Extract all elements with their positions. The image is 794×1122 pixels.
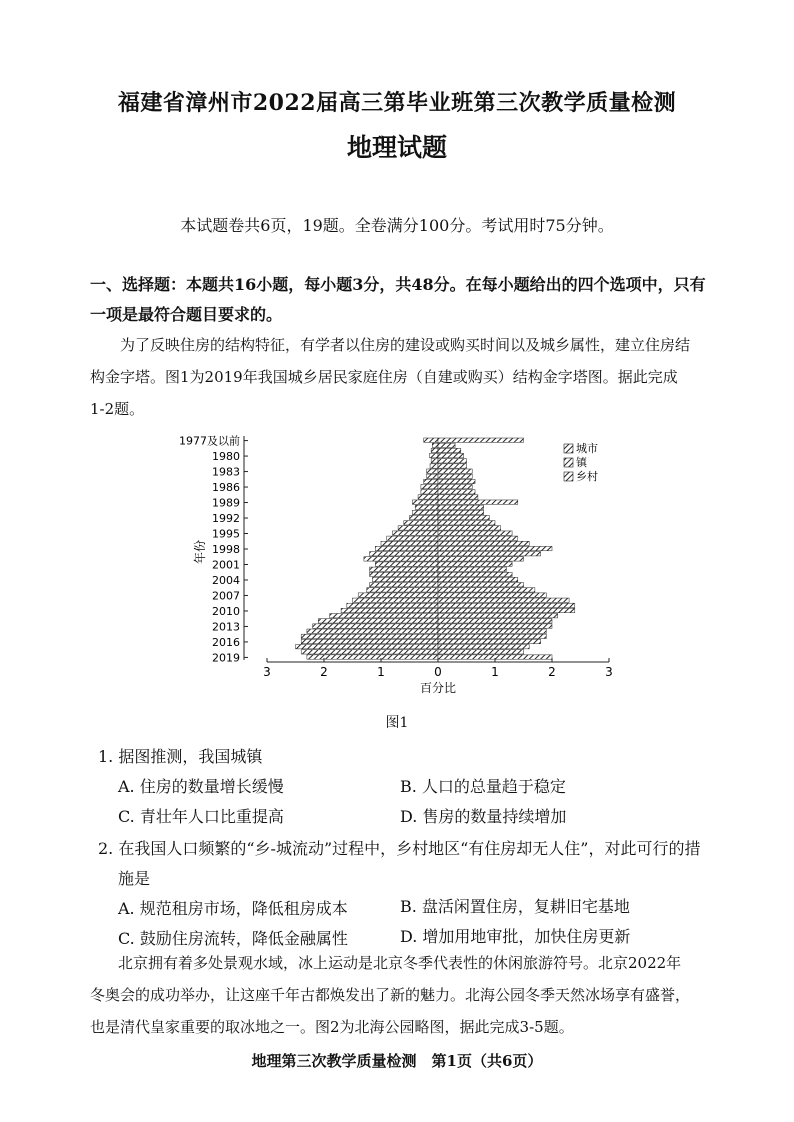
x-tick-label: 3 — [605, 665, 613, 679]
subject-title: 地理试题 — [346, 133, 447, 162]
bar-right-1985 — [438, 479, 475, 483]
bar-left-2010 — [341, 608, 438, 612]
bar-right-2013 — [438, 624, 552, 628]
x-tick-label: 3 — [263, 665, 271, 679]
bar-left-2019 — [307, 655, 438, 659]
bar-left-1997 — [381, 541, 438, 545]
housing-pyramid-chart — [179, 432, 630, 700]
bar-left-1993 — [404, 521, 438, 525]
bar-right-1999 — [438, 552, 541, 556]
bar-left-2000 — [364, 557, 438, 561]
x-tick-label: 2 — [548, 665, 556, 679]
bar-left-2011 — [330, 614, 438, 618]
bar-right-1984 — [438, 474, 472, 478]
bar-left-1994 — [398, 526, 438, 530]
y-tick-label: 2010 — [212, 604, 240, 618]
x-axis-label: 百分比 — [419, 681, 457, 695]
q2-option-b[interactable]: B. 盘活闲置住房，复耕旧宅基地 — [400, 897, 630, 916]
bar-right-1998 — [438, 546, 552, 550]
bar-left-2005 — [370, 583, 438, 587]
figure1-caption: 图1 — [385, 715, 409, 731]
bar-right-2017 — [438, 645, 529, 649]
section-heading: 一、选择题：本题共16小题，每小题3分，共48分。在每小题给出的四个选项中，只有一项是最符合题目要求的。 — [90, 275, 706, 324]
exam-title: 福建省漳州市2022届高三第毕业班第三次教学质量检测 — [117, 90, 677, 116]
q2-option-c[interactable]: C. 鼓励住房流转，降低金融属性 — [118, 929, 348, 948]
page-footer: 地理第三次教学质量检测 第1页（共6页） — [251, 1052, 543, 1070]
y-tick-label: 1989 — [212, 496, 240, 510]
bar-left-1999 — [370, 552, 438, 556]
bar-right-2003 — [438, 572, 512, 576]
y-tick-label: 2016 — [212, 635, 240, 649]
bar-left-1983 — [427, 469, 438, 473]
y-tick-label: 1977及以前 — [179, 434, 240, 448]
bar-right-2012 — [438, 619, 552, 623]
bar-left-1989 — [412, 500, 438, 504]
bar-right-1983 — [438, 469, 472, 473]
bar-right-1986 — [438, 484, 472, 488]
bar-left-1982 — [430, 464, 438, 468]
x-tick-label: 0 — [434, 665, 442, 679]
intro1-line2: 构金字塔。图1为2019年我国城乡居民家庭住房（自建或购买）结构金字塔图。据此完成 — [90, 368, 678, 386]
bar-left-1980 — [429, 453, 438, 457]
bar-left-1981 — [431, 459, 438, 463]
bar-left-2009 — [347, 603, 438, 607]
y-tick-label: 1995 — [212, 527, 240, 541]
q1-option-d[interactable]: D. 售房的数量持续增加 — [400, 807, 567, 826]
q2-stem: 2. 在我国人口频繁的“乡-城流动”过程中，乡村地区“有住房却无人住”，对此可行的措 — [98, 839, 701, 858]
bar-left-1979 — [431, 448, 438, 452]
bar-right-1977 — [438, 438, 524, 442]
bar-left-2016 — [301, 639, 438, 643]
intro2-line2: 冬奥会的成功举办，让这座千年古都焕发出了新的魅力。北海公园冬季天然冰场享有盛誉， — [90, 986, 691, 1004]
bar-right-2004 — [438, 577, 518, 581]
bar-left-2018 — [301, 650, 438, 654]
y-tick-label: 1998 — [212, 543, 240, 556]
bar-right-1987 — [438, 490, 475, 494]
bar-left-2002 — [370, 567, 438, 571]
bar-left-1992 — [410, 515, 439, 519]
bar-right-2008 — [438, 598, 569, 602]
intro1-line1: 为了反映住房的结构特征，有学者以住房的建设或购买时间以及城乡属性，建立住房结 — [120, 336, 691, 354]
bar-right-1981 — [438, 459, 467, 463]
bar-left-2017 — [296, 645, 439, 649]
legend-swatch — [564, 458, 573, 467]
bar-left-2003 — [370, 572, 438, 576]
bar-right-1978 — [438, 443, 455, 447]
bar-right-2018 — [438, 650, 524, 654]
bar-right-2007 — [438, 593, 546, 597]
bar-left-2015 — [301, 634, 438, 638]
bar-right-2001 — [438, 562, 512, 566]
bar-left-2014 — [307, 629, 438, 633]
bar-right-2010 — [438, 608, 575, 612]
q2-stem-cont: 施是 — [118, 869, 151, 888]
q2-option-d[interactable]: D. 增加用地审批，加快住房更新 — [400, 927, 631, 946]
bar-left-1985 — [424, 479, 438, 483]
bar-right-2011 — [438, 614, 558, 618]
y-tick-label: 1986 — [212, 481, 240, 495]
bar-right-2006 — [438, 588, 535, 592]
bar-right-1980 — [438, 453, 464, 457]
q1-stem: 1. 据图推测，我国城镇 — [98, 747, 263, 766]
bar-right-1989 — [438, 500, 518, 504]
bar-right-2016 — [438, 639, 541, 643]
intro1-line3: 1-2题。 — [90, 400, 145, 418]
bar-left-1996 — [387, 536, 438, 540]
legend-swatch — [564, 472, 573, 481]
y-tick-label: 2001 — [212, 558, 240, 572]
legend-swatch — [564, 444, 573, 453]
bar-right-2002 — [438, 567, 506, 571]
bar-left-1986 — [421, 484, 438, 488]
bar-left-1988 — [418, 495, 438, 499]
bar-right-2005 — [438, 583, 524, 587]
y-tick-label: 2007 — [212, 589, 240, 603]
bar-left-2001 — [375, 562, 438, 566]
q1-option-b[interactable]: B. 人口的总量趋于稳定 — [400, 777, 566, 796]
x-tick-label: 2 — [320, 665, 328, 679]
y-tick-label: 2013 — [212, 620, 240, 634]
y-tick-label: 1980 — [212, 450, 240, 464]
intro2-line3: 也是清代皇家重要的取冰地之一。图2为北海公园略图，据此完成3-5题。 — [90, 1018, 574, 1036]
bar-right-2000 — [438, 557, 524, 561]
bar-right-1982 — [438, 464, 467, 468]
bar-left-2004 — [372, 577, 438, 581]
bar-right-1994 — [438, 526, 501, 530]
x-tick-label: 1 — [377, 665, 385, 679]
q1-option-a[interactable]: A. 住房的数量增长缓慢 — [118, 777, 284, 796]
y-tick-label: 1983 — [212, 465, 240, 479]
bar-right-1997 — [438, 541, 529, 545]
exam-info: 本试题卷共6页，19题。全卷满分100分。考试用时75分钟。 — [180, 216, 614, 235]
bar-right-1988 — [438, 495, 478, 499]
y-tick-label: 1992 — [212, 512, 240, 526]
bar-left-2013 — [313, 624, 438, 628]
bar-right-1990 — [438, 505, 484, 509]
bar-left-2012 — [318, 619, 438, 623]
bar-right-2009 — [438, 603, 575, 607]
y-tick-label: 2019 — [212, 651, 240, 665]
bar-left-1998 — [375, 546, 438, 550]
bar-left-1978 — [432, 443, 438, 447]
bar-left-1987 — [421, 490, 438, 494]
bar-left-1995 — [392, 531, 438, 535]
bar-left-1991 — [412, 510, 438, 514]
bar-left-2007 — [358, 593, 438, 597]
y-axis-label: 年份 — [193, 539, 207, 565]
q1-option-c[interactable]: C. 青壮年人口比重提高 — [118, 807, 284, 826]
y-tick-label: 2004 — [212, 573, 240, 587]
bar-left-1990 — [415, 505, 438, 509]
bar-right-2015 — [438, 634, 546, 638]
bar-right-1992 — [438, 515, 489, 519]
bar-right-1995 — [438, 531, 512, 535]
q2-option-a[interactable]: A. 规范租房市场，降低租房成本 — [118, 899, 348, 918]
legend-label: 镇 — [576, 456, 587, 469]
legend-label: 乡村 — [576, 470, 598, 483]
bar-left-2008 — [353, 598, 439, 602]
bar-left-1984 — [427, 474, 438, 478]
bar-right-1993 — [438, 521, 495, 525]
bar-right-2014 — [438, 629, 546, 633]
x-tick-label: 1 — [491, 665, 499, 679]
bar-left-1977 — [424, 438, 438, 442]
intro2-line1: 北京拥有着多处景观水域，冰上运动是北京冬季代表性的休闲旅游符号。北京2022年 — [118, 954, 682, 972]
legend-label: 城市 — [576, 442, 598, 455]
bar-right-1991 — [438, 510, 484, 514]
bar-right-1979 — [438, 448, 461, 452]
bar-right-1996 — [438, 536, 518, 540]
bar-left-2006 — [367, 588, 438, 592]
